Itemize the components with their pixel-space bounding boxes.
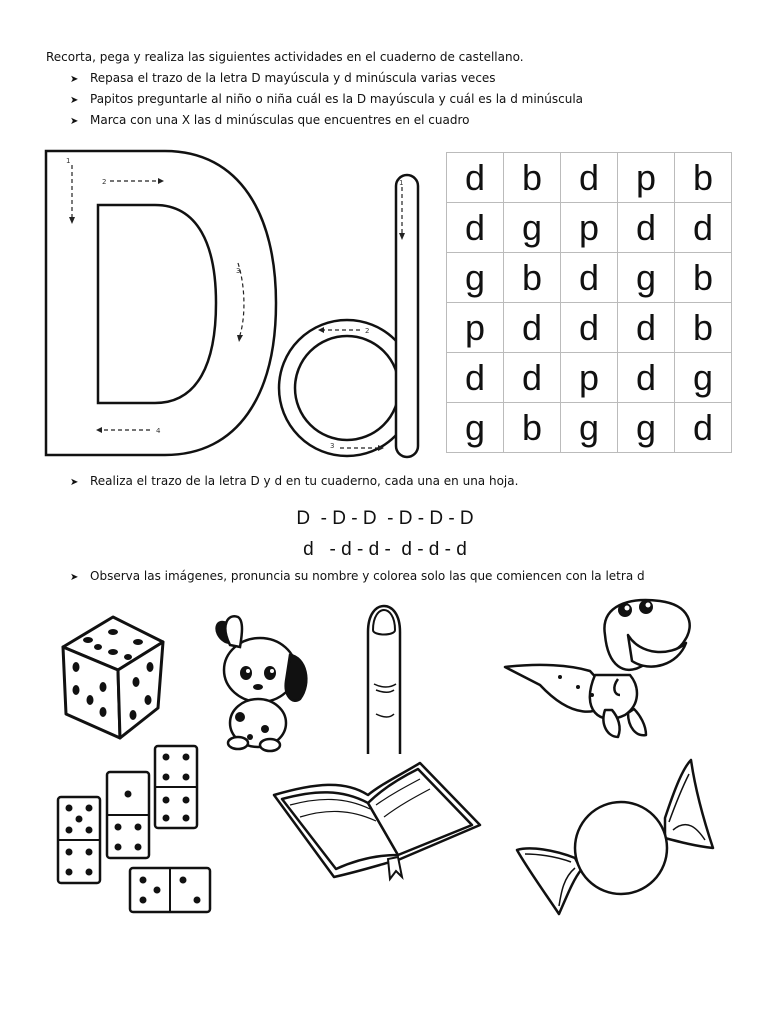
table-row [447,303,732,353]
letter-grid [446,152,732,453]
table-row [447,253,732,303]
arrowhead-icon: ➤ [70,477,79,488]
grid-cell[interactable]: g [561,403,618,453]
grid-cell[interactable]: d [561,303,618,353]
grid-cell[interactable]: p [561,203,618,253]
grid-cell[interactable]: d [504,353,561,403]
book-icon[interactable] [270,755,485,890]
stroke-number: 1 [399,179,404,187]
grid-cell[interactable]: d [618,203,675,253]
grid-cell[interactable]: b [504,403,561,453]
dice-icon[interactable] [58,612,168,742]
grid-cell[interactable]: d [561,153,618,203]
stroke-number: 3 [236,267,241,275]
grid-cell[interactable]: d [618,303,675,353]
grid-cell[interactable]: b [675,253,732,303]
grid-cell[interactable]: b [504,153,561,203]
grid-cell[interactable]: g [447,403,504,453]
stroke-number: 3 [330,442,335,450]
grid-cell[interactable]: d [447,153,504,203]
stroke-number: 2 [365,327,370,335]
table-row [447,353,732,403]
arrowhead-icon: ➤ [70,116,79,127]
stroke-number: 4 [156,427,161,435]
list-item: ➤ Repasa el trazo de la letra D mayúscula y d minúscula varias veces [70,68,583,89]
finger-icon[interactable] [354,604,414,756]
grid-cell[interactable]: d [675,403,732,453]
intro-text: Recorta, pega y realiza las siguientes actividades en el cuaderno de castellano. [46,50,524,64]
grid-cell[interactable]: g [675,353,732,403]
grid-cell[interactable]: d [447,203,504,253]
grid-cell[interactable]: d [561,253,618,303]
arrowhead-icon: ➤ [70,572,79,583]
candy-icon[interactable] [515,758,715,918]
table-row [447,153,732,203]
grid-cell[interactable]: d [675,203,732,253]
uppercase-sequence: D - D - D - D - D - D [296,508,474,529]
stroke-number: 1 [66,157,71,165]
grid-cell[interactable]: g [618,253,675,303]
grid-cell[interactable]: p [447,303,504,353]
puppy-icon[interactable] [210,605,320,755]
dominoes-icon[interactable] [55,742,215,917]
grid-cell[interactable]: d [618,353,675,403]
grid-cell[interactable]: g [504,203,561,253]
table-row [447,203,732,253]
stroke-number: 2 [102,178,107,186]
grid-cell[interactable]: b [504,253,561,303]
trace-instruction: ➤ Realiza el trazo de la letra D y d en tu cuaderno, cada una en una hoja. [70,474,519,488]
grid-cell[interactable]: d [447,353,504,403]
lowercase-sequence: d - d - d - d - d - d [303,539,467,560]
arrowhead-icon: ➤ [70,74,79,85]
instruction-list [70,68,583,131]
list-item: ➤ Marca con una X las d minúsculas que encuentres en el cuadro [70,110,583,131]
list-item: ➤ Papitos preguntarle al niño o niña cuál es la D mayúscula y cuál es la d minúscula [70,89,583,110]
grid-cell[interactable]: b [675,303,732,353]
grid-cell[interactable]: g [618,403,675,453]
table-row [447,403,732,453]
letter-d-tracing-diagram [40,145,430,465]
images-instruction: ➤ Observa las imágenes, pronuncia su nombre y colorea solo las que comiencen con la letra d [70,569,645,583]
grid-cell[interactable]: d [504,303,561,353]
grid-cell[interactable]: g [447,253,504,303]
grid-cell[interactable]: b [675,153,732,203]
grid-cell[interactable]: p [561,353,618,403]
grid-cell[interactable]: p [618,153,675,203]
arrowhead-icon: ➤ [70,95,79,106]
dinosaur-icon[interactable] [500,595,700,745]
